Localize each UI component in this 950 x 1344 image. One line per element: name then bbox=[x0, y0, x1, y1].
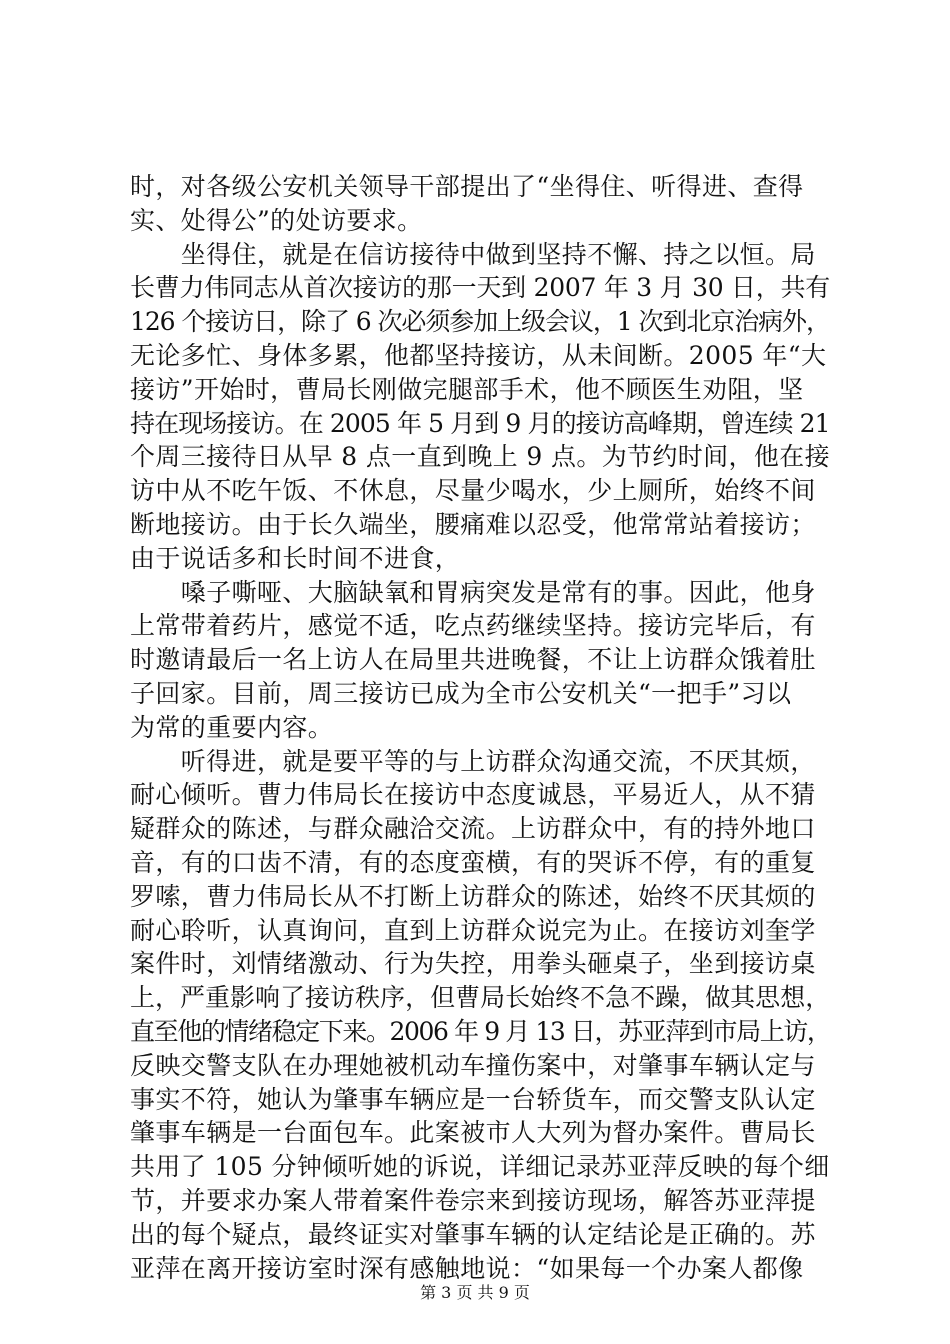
text-line: 时，对各级公安机关领导干部提出了“坐得住、听得进、查得 bbox=[130, 172, 804, 201]
text-line: 为常的重要内容。 bbox=[130, 712, 334, 742]
text-line: 耐心聆听，认真询问，直到上访群众说完为止。在接访刘奎学 bbox=[130, 915, 816, 945]
body-text bbox=[130, 170, 830, 1285]
text-line: 直至他的情绪稳定下来。2006 年 9 月 13 日，苏亚萍到市局上访， bbox=[130, 1016, 831, 1046]
page-footer: 第 3 页 共 9 页 bbox=[420, 1283, 530, 1302]
text-line: 个周三接待日从早 8 点一直到晚上 9 点。为节约时间，他在接 bbox=[130, 442, 831, 472]
text-line: 访中从不吃午饭、不休息，尽量少喝水，少上厕所，始终不间 bbox=[130, 476, 816, 506]
text-line: 无论多忙、身体多累，他都坚持接访，从未间断。2005 年“大 bbox=[130, 340, 827, 370]
text-line: 罗嗦，曹力伟局长从不打断上访群众的陈述，始终不厌其烦的 bbox=[130, 881, 816, 911]
text-line: 上，严重影响了接访秩序，但曹局长始终不急不躁，做其思想， bbox=[130, 983, 831, 1013]
text-line: 耐心倾听。曹力伟局长在接访中态度诚恳，平易近人，从不猜 bbox=[130, 780, 816, 810]
text-line: 听得进，就是要平等的与上访群众沟通交流，不厌其烦， bbox=[130, 746, 816, 776]
text-line: 嗓子嘶哑、大脑缺氧和胃病突发是常有的事。因此，他身 bbox=[130, 577, 816, 607]
text-line: 事实不符，她认为肇事车辆应是一台轿货车，而交警支队认定 bbox=[130, 1084, 816, 1114]
text-line: 坐得住，就是在信访接待中做到坚持不懈、持之以恒。局 bbox=[130, 239, 816, 269]
text-line: 共用了 105 分钟倾听她的诉说，详细记录苏亚萍反映的每个细 bbox=[130, 1152, 830, 1182]
text-line: 时邀请最后一名上访人在局里共进晚餐，不让上访群众饿着肚 bbox=[130, 645, 816, 675]
text-line: 反映交警支队在办理她被机动车撞伤案中，对肇事车辆认定与 bbox=[130, 1050, 816, 1080]
text-line: 持在现场接访。在 2005 年 5 月到 9 月的接访高峰期，曾连续 21 bbox=[130, 408, 830, 438]
text-line: 接访”开始时，曹局长刚做完腿部手术，他不顾医生劝阻，坚 bbox=[130, 374, 804, 404]
text-line: 疑群众的陈述，与群众融洽交流。上访群众中，有的持外地口 bbox=[130, 814, 816, 844]
text-line: 由于说话多和长时间不进食， bbox=[130, 543, 461, 573]
text-line: 实、处得公”的处访要求。 bbox=[130, 205, 423, 235]
text-line: 出的每个疑点，最终证实对肇事车辆的认定结论是正确的。苏 bbox=[130, 1219, 816, 1249]
text-line: 断地接访。由于长久端坐，腰痛难以忍受，他常常站着接访； bbox=[130, 509, 816, 539]
text-line: 子回家。目前，周三接访已成为全市公安机关“一把手”习以 bbox=[130, 678, 792, 708]
text-line: 126 个接访日，除了 6 次必须参加上级会议，1 次到北京治病外， bbox=[130, 307, 830, 337]
text-line: 长曹力伟同志从首次接访的那一天到 2007 年 3 月 30 日，共有 bbox=[130, 273, 831, 303]
text-line: 音，有的口齿不清，有的态度蛮横，有的哭诉不停，有的重复 bbox=[130, 847, 816, 877]
text-line: 肇事车辆是一台面包车。此案被市人大列为督办案件。曹局长 bbox=[130, 1118, 816, 1148]
text-line: 亚萍在离开接访室时深有感触地说：“如果每一个办案人都像 bbox=[130, 1253, 804, 1283]
text-line: 上常带着药片，感觉不适，吃点药继续坚持。接访完毕后，有 bbox=[130, 611, 816, 641]
text-line: 节，并要求办案人带着案件卷宗来到接访现场，解答苏亚萍提 bbox=[130, 1185, 816, 1215]
text-line: 案件时，刘情绪激动、行为失控，用拳头砸桌子，坐到接访桌 bbox=[130, 949, 816, 979]
